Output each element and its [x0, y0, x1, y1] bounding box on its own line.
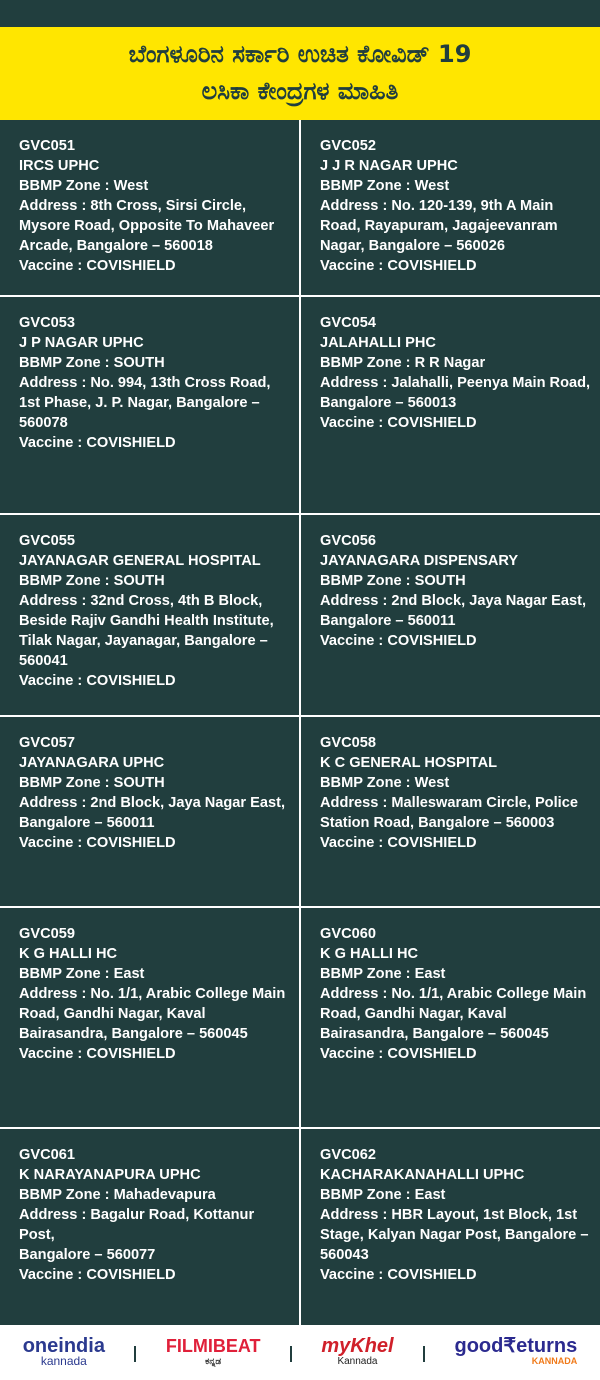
center-info-line: Address : 8th Cross, Sirsi Circle, Mysore Road, Opposite To Mahaveer Arcade, Bangalore – 560018	[19, 198, 275, 254]
center-info-line: Address : No. 120-139, 9th A Main Road, Rayapuram, Jagajeevanram Nagar, Bangalore – 560026	[320, 198, 558, 254]
center-card	[0, 297, 299, 513]
filmibeat-logo[interactable]	[165, 1335, 261, 1369]
center-card	[301, 297, 600, 513]
center-card	[0, 1129, 299, 1325]
oneindia-logo[interactable]	[22, 1334, 105, 1369]
center-card	[0, 515, 299, 715]
center-info-line: K C GENERAL HOSPITAL	[320, 755, 498, 771]
center-row	[0, 120, 600, 295]
center-code: GVC056	[320, 533, 376, 549]
center-info-line: Vaccine : COVISHIELD	[19, 1267, 176, 1283]
center-row	[0, 908, 600, 1127]
oneindia-sub: kannada	[40, 1353, 87, 1368]
center-info-line: Vaccine : COVISHIELD	[19, 673, 176, 689]
center-card	[0, 717, 299, 906]
center-code: GVC051	[19, 138, 75, 154]
center-info-line: JAYANAGARA DISPENSARY	[320, 553, 519, 569]
center-info-line: BBMP Zone : SOUTH	[320, 573, 466, 589]
center-info-line: Vaccine : COVISHIELD	[320, 258, 477, 274]
center-code: GVC062	[320, 1147, 376, 1163]
center-card	[301, 717, 600, 906]
center-info-line: BBMP Zone : SOUTH	[19, 355, 165, 371]
goodreturns-sub: KANNADA	[531, 1355, 578, 1366]
center-info-line: Address : 2nd Block, Jaya Nagar East, Bangalore – 560011	[19, 795, 286, 831]
title-line-2: ಲಸಿಕಾ ಕೇಂದ್ರಗಳ ಮಾಹಿತಿ	[201, 77, 399, 105]
center-info-line: Vaccine : COVISHIELD	[320, 1267, 477, 1283]
center-info-line: J J R NAGAR UPHC	[320, 158, 458, 174]
center-info-line: Address : 2nd Block, Jaya Nagar East, Bangalore – 560011	[320, 593, 587, 629]
center-row	[0, 717, 600, 906]
center-info-line: J P NAGAR UPHC	[19, 335, 144, 351]
center-card	[0, 908, 299, 1127]
center-code: GVC052	[320, 138, 376, 154]
center-info-line: Address : No. 1/1, Arabic College Main Road, Gandhi Nagar, Kaval Bairasandra, Bangalore – 560045	[19, 986, 286, 1042]
title-banner	[0, 27, 600, 120]
center-code: GVC054	[320, 315, 376, 331]
center-code: GVC061	[19, 1147, 75, 1163]
mykhel-text: myKhel	[321, 1334, 394, 1357]
center-info-line: Address : No. 994, 13th Cross Road, 1st Phase, J. P. Nagar, Bangalore – 560078	[19, 375, 271, 431]
center-row	[0, 515, 600, 715]
center-info-line: Address : Malleswaram Circle, Police Station Road, Bangalore – 560003	[320, 795, 578, 831]
title-line-1: ಬೆಂಗಳೂರಿನ ಸರ್ಕಾರಿ ಉಚಿತ ಕೋವಿಡ್ 19	[128, 40, 472, 68]
center-info-line: Bangalore – 560077	[19, 1247, 156, 1263]
oneindia-text: oneindia	[22, 1334, 105, 1357]
filmibeat-text: FILMIBEAT	[165, 1335, 261, 1356]
center-info-line: K NARAYANAPURA UPHC	[19, 1167, 201, 1183]
center-info-line: Vaccine : COVISHIELD	[320, 1046, 477, 1062]
center-code: GVC059	[19, 926, 75, 942]
center-info-line: BBMP Zone : East	[19, 966, 145, 982]
center-info-line: Vaccine : COVISHIELD	[320, 835, 477, 851]
center-info-line: K G HALLI HC	[320, 946, 419, 962]
center-info-line: Vaccine : COVISHIELD	[320, 415, 477, 431]
center-info-line: Vaccine : COVISHIELD	[19, 258, 176, 274]
center-info-line: BBMP Zone : West	[19, 178, 149, 194]
center-info-line: BBMP Zone : West	[320, 775, 450, 791]
center-code: GVC057	[19, 735, 75, 751]
center-code: GVC060	[320, 926, 376, 942]
center-info-line: IRCS UPHC	[19, 158, 100, 174]
center-card	[301, 515, 600, 715]
top-bar	[0, 0, 600, 27]
center-info-line: BBMP Zone : SOUTH	[19, 775, 165, 791]
center-code: GVC053	[19, 315, 75, 331]
center-code: GVC055	[19, 533, 75, 549]
center-info-line: JAYANAGAR GENERAL HOSPITAL	[19, 553, 261, 569]
center-info-line: JALAHALLI PHC	[320, 335, 436, 351]
center-row	[0, 1129, 600, 1325]
center-card	[301, 908, 600, 1127]
center-row	[0, 297, 600, 513]
goodreturns-text: good₹eturns	[454, 1334, 578, 1357]
center-grid	[0, 120, 600, 1327]
divider	[423, 1346, 425, 1362]
center-card	[0, 120, 299, 295]
center-card	[301, 1129, 600, 1325]
center-info-line: Vaccine : COVISHIELD	[19, 1046, 176, 1062]
center-info-line: Address : No. 1/1, Arabic College Main Road, Gandhi Nagar, Kaval Bairasandra, Bangalore – 560045	[320, 986, 587, 1042]
center-info-line: BBMP Zone : SOUTH	[19, 573, 165, 589]
center-info-line: Address : Jalahalli, Peenya Main Road, Bangalore – 560013	[320, 375, 591, 411]
center-info-line: Address : Bagalur Road, Kottanur Post,	[19, 1207, 255, 1243]
center-card	[301, 120, 600, 295]
center-info-line: BBMP Zone : West	[320, 178, 450, 194]
center-info-line: K G HALLI HC	[19, 946, 118, 962]
center-info-line: Vaccine : COVISHIELD	[19, 835, 176, 851]
center-info-line: BBMP Zone : East	[320, 966, 446, 982]
center-info-line: BBMP Zone : Mahadevapura	[19, 1187, 216, 1203]
center-info-line: BBMP Zone : East	[320, 1187, 446, 1203]
center-info-line: Address : 32nd Cross, 4th B Block, Beside Rajiv Gandhi Health Institute, Tilak Nagar, Jayanagar, Bangalore – 560041	[19, 593, 274, 669]
center-info-line: KACHARAKANAHALLI UPHC	[320, 1167, 525, 1183]
center-info-line: JAYANAGARA UPHC	[19, 755, 165, 771]
center-info-line: Vaccine : COVISHIELD	[320, 633, 477, 649]
filmibeat-sub: ಕನ್ನಡ	[205, 1355, 222, 1366]
mykhel-logo[interactable]	[321, 1334, 394, 1369]
center-code: GVC058	[320, 735, 376, 751]
goodreturns-logo[interactable]	[454, 1334, 578, 1369]
center-info-line: Vaccine : COVISHIELD	[19, 435, 176, 451]
divider	[134, 1346, 136, 1362]
divider	[290, 1346, 292, 1362]
footer-logos	[0, 1327, 600, 1380]
mykhel-sub: Kannada	[337, 1355, 378, 1367]
center-info-line: BBMP Zone : R R Nagar	[320, 355, 486, 371]
center-info-line: Address : HBR Layout, 1st Block, 1st Stage, Kalyan Nagar Post, Bangalore – 560043	[320, 1207, 589, 1263]
